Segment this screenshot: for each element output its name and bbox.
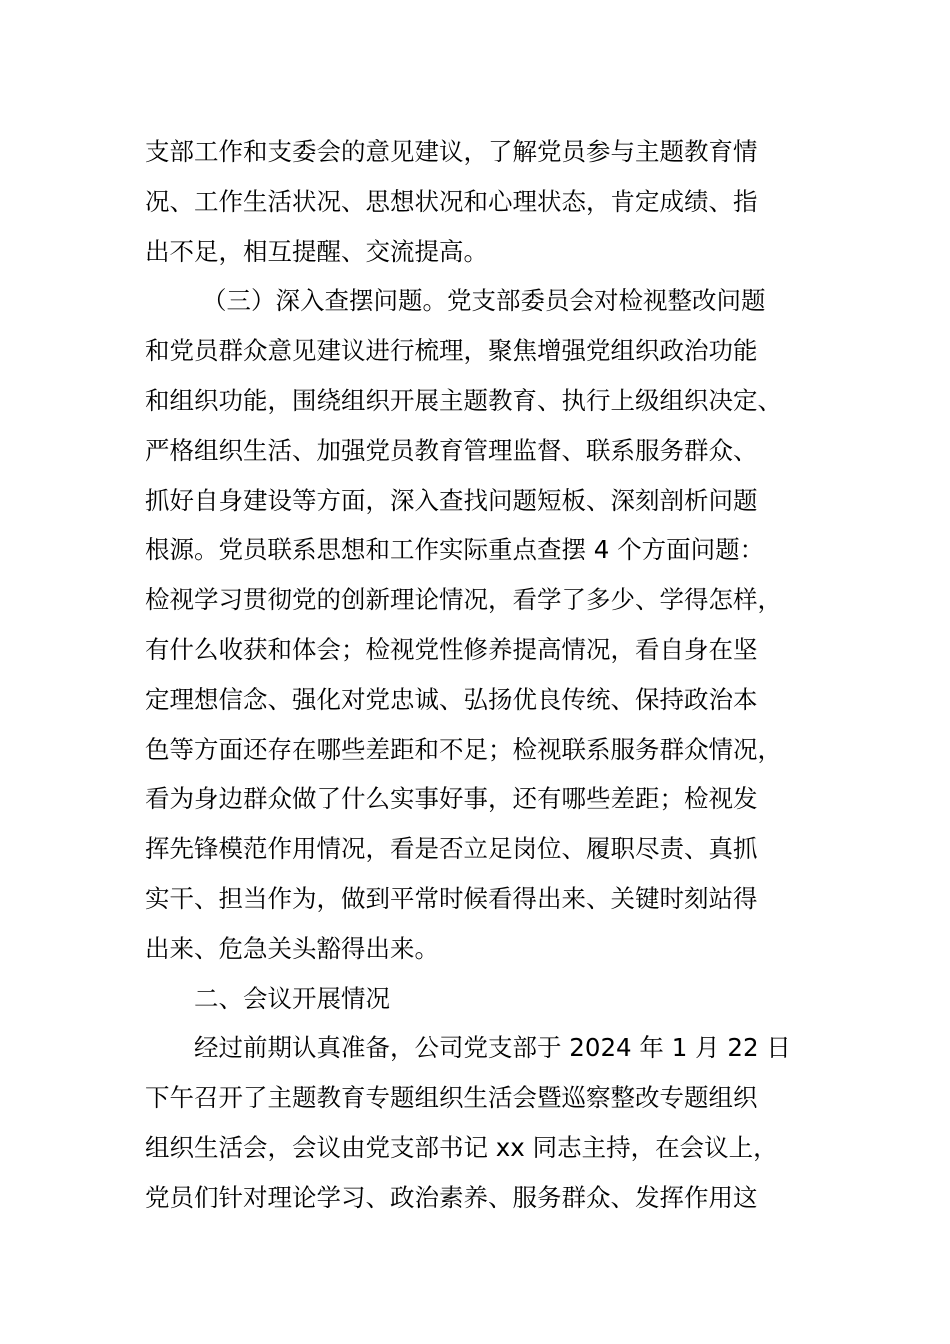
text-line: 严格组织生活、加强党员教育管理监督、联系服务群众、 — [145, 435, 758, 465]
text-line: 出来、危急关头豁得出来。 — [145, 933, 439, 963]
text-line: 出不足，相互提醒、交流提高。 — [145, 236, 488, 266]
text-line: 定理想信念、强化对党忠诚、弘扬优良传统、保持政治本 — [145, 684, 758, 714]
text-line: 色等方面还存在哪些差距和不足；检视联系服务群众情况， — [145, 734, 782, 764]
text-line: 下午召开了主题教育专题组织生活会暨巡察整改专题组织 — [145, 1083, 758, 1113]
text-line: 有什么收获和体会；检视党性修养提高情况，看自身在坚 — [145, 634, 758, 664]
text-line: 挥先锋模范作用情况，看是否立足岗位、履职尽责、真抓 — [145, 834, 758, 864]
text-line: 实干、担当作为，做到平常时候看得出来、关键时刻站得 — [145, 883, 758, 913]
section-heading-line: （三）深入查摆问题。党支部委员会对检视整改问题 — [202, 286, 766, 316]
body-text — [145, 127, 810, 1223]
text-line: 和组织功能，围绕组织开展主题教育、执行上级组织决定、 — [145, 385, 782, 415]
text-line: 和党员群众意见建议进行梳理，聚焦增强党组织政治功能 — [145, 336, 758, 366]
text-line: 抓好自身建设等方面，深入查找问题短板、深刻剖析问题 — [145, 485, 758, 515]
text-line: 组织生活会，会议由党支部书记 xx 同志主持，在会议上， — [145, 1132, 778, 1162]
text-line: 看为身边群众做了什么实事好事，还有哪些差距；检视发 — [145, 784, 758, 814]
text-line: 支部工作和支委会的意见建议，了解党员参与主题教育情 — [145, 137, 758, 166]
section-heading: 二、会议开展情况 — [194, 983, 390, 1013]
text-line: 况、工作生活状况、思想状况和心理状态，肯定成绩、指 — [145, 186, 758, 216]
text-line: 根源。党员联系思想和工作实际重点查摆 4 个方面问题： — [145, 535, 765, 565]
text-line: 党员们针对理论学习、政治素养、服务群众、发挥作用这 — [145, 1182, 758, 1212]
text-line: 检视学习贯彻党的创新理论情况，看学了多少、学得怎样， — [145, 585, 782, 615]
paragraph-first-line: 经过前期认真准备，公司党支部于 2024 年 1 月 22 日 — [194, 1033, 791, 1063]
